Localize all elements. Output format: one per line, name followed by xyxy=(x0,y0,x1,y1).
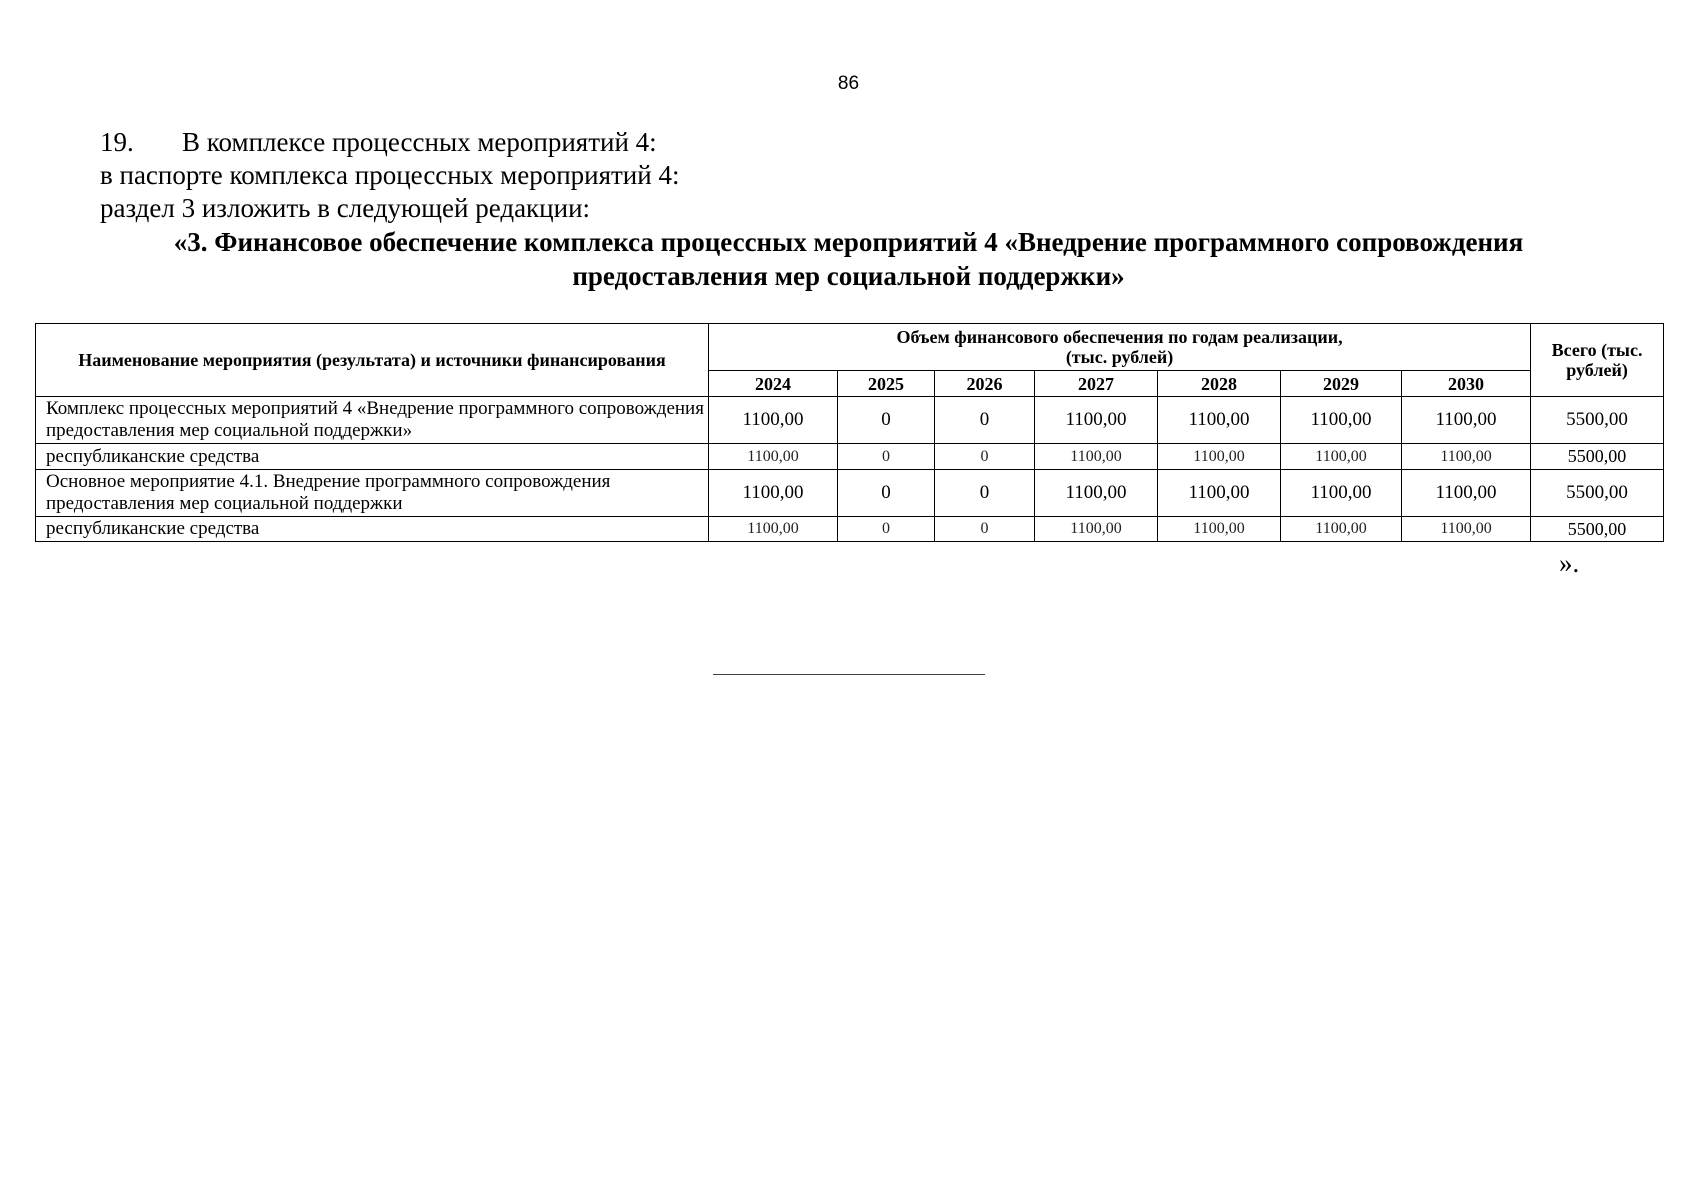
row-value: 0 xyxy=(838,517,935,542)
header-total: Всего (тыс. рублей) xyxy=(1531,324,1664,397)
intro-line-1-text: В комплексе процессных мероприятий 4: xyxy=(182,127,657,157)
row-value: 1100,00 xyxy=(1281,517,1402,542)
page-number: 86 xyxy=(837,73,860,94)
header-volume-line-1: Объем финансового обеспечения по годам реализации, xyxy=(896,327,1343,347)
row-value: 1100,00 xyxy=(709,517,838,542)
table-row xyxy=(36,444,1664,470)
header-year: 2024 xyxy=(709,371,838,397)
section-title-line-2: предоставления мер социальной поддержки» xyxy=(572,261,1125,291)
row-value: 1100,00 xyxy=(709,470,838,517)
row-value: 1100,00 xyxy=(1402,470,1531,517)
row-name: республиканские средства xyxy=(36,517,709,542)
section-title xyxy=(100,225,1597,293)
intro-line-2: в паспорте комплекса процессных мероприятий 4: xyxy=(100,160,680,190)
header-year: 2025 xyxy=(838,371,935,397)
row-value: 0 xyxy=(935,397,1035,444)
row-value: 0 xyxy=(935,470,1035,517)
intro-line-3: раздел 3 изложить в следующей редакции: xyxy=(100,193,591,223)
row-value: 0 xyxy=(838,444,935,470)
table-row xyxy=(36,470,1664,517)
header-year: 2026 xyxy=(935,371,1035,397)
header-name: Наименование мероприятия (результата) и источники финансирования xyxy=(36,324,709,397)
header-year: 2030 xyxy=(1402,371,1531,397)
row-value: 1100,00 xyxy=(1402,517,1531,542)
row-value: 1100,00 xyxy=(1035,470,1158,517)
row-value: 0 xyxy=(935,517,1035,542)
header-year: 2028 xyxy=(1158,371,1281,397)
row-value: 1100,00 xyxy=(709,444,838,470)
closing-quote-mark: ». xyxy=(1559,548,1580,578)
row-value: 1100,00 xyxy=(709,397,838,444)
row-value: 1100,00 xyxy=(1158,470,1281,517)
row-name: Основное мероприятие 4.1. Внедрение программного сопровождения предоставления мер социальной поддержки xyxy=(36,470,709,517)
intro-block xyxy=(100,126,679,225)
row-value: 1100,00 xyxy=(1281,470,1402,517)
section-title-line-1: «3. Финансовое обеспечение комплекса процессных мероприятий 4 «Внедрение программного сопровождения xyxy=(173,227,1524,257)
row-value: 0 xyxy=(935,444,1035,470)
row-value: 1100,00 xyxy=(1281,444,1402,470)
item-number: 19. xyxy=(100,127,134,157)
row-name: Комплекс процессных мероприятий 4 «Внедрение программного сопровождения предоставления мер социальной поддержки» xyxy=(36,397,709,444)
row-value: 1100,00 xyxy=(1035,517,1158,542)
row-total: 5500,00 xyxy=(1531,470,1664,517)
financing-table xyxy=(35,323,1664,542)
row-value: 1100,00 xyxy=(1158,444,1281,470)
row-value: 0 xyxy=(838,470,935,517)
row-value: 1100,00 xyxy=(1402,444,1531,470)
header-year: 2029 xyxy=(1281,371,1402,397)
header-year: 2027 xyxy=(1035,371,1158,397)
row-value: 1100,00 xyxy=(1402,397,1531,444)
header-volume-line-2: (тыс. рублей) xyxy=(1065,347,1174,367)
row-total: 5500,00 xyxy=(1531,444,1664,470)
table-row xyxy=(36,517,1664,542)
row-name: республиканские средства xyxy=(36,444,709,470)
table-row xyxy=(36,397,1664,444)
row-total: 5500,00 xyxy=(1531,517,1664,542)
row-value: 0 xyxy=(838,397,935,444)
row-value: 1100,00 xyxy=(1035,444,1158,470)
row-value: 1100,00 xyxy=(1158,397,1281,444)
header-volume xyxy=(709,324,1531,371)
row-value: 1100,00 xyxy=(1158,517,1281,542)
separator-line xyxy=(713,674,985,675)
row-value: 1100,00 xyxy=(1281,397,1402,444)
intro-line-1 xyxy=(100,126,679,159)
row-value: 1100,00 xyxy=(1035,397,1158,444)
row-total: 5500,00 xyxy=(1531,397,1664,444)
